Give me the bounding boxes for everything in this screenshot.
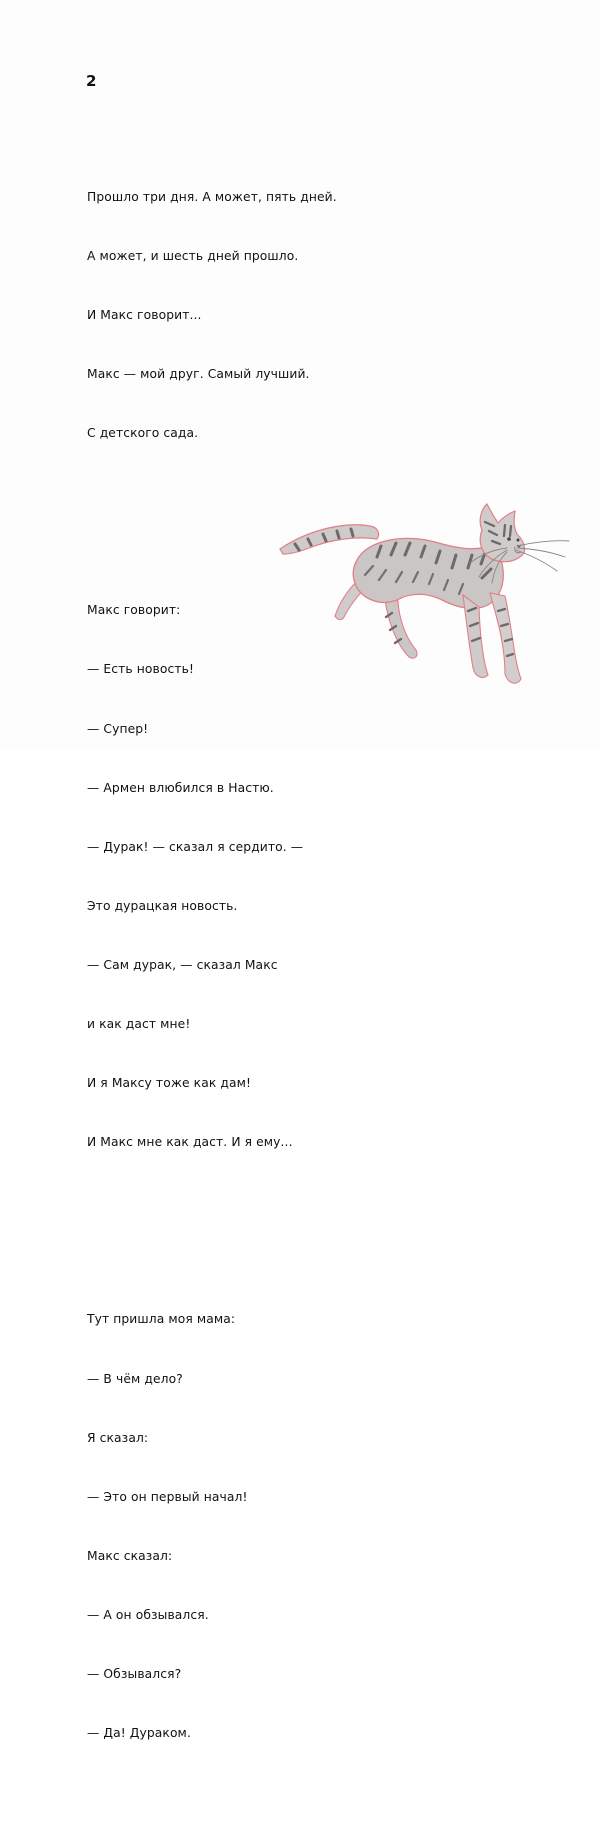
text-line: — Это он первый начал! [87,1489,248,1504]
text-line: — Да! Дураком. [87,1726,191,1741]
cat-back-right-leg [385,599,417,658]
text-line: И Макс мне как даст. И я ему... [87,1135,293,1150]
text-line: — Армен влюбился в Настю. [87,780,274,795]
story-text [87,109,417,1842]
text-line: А может, и шесть дней прошло. [87,248,299,263]
text-line: Макс — мой друг. Самый лучший. [87,367,310,382]
text-line: С детского сада. [87,426,199,441]
text-line: Макс сказал: [87,1548,173,1563]
text-line: Это дурацкая новость. [87,898,238,913]
text-line: Макс говорит: [87,603,181,618]
text-line: и как даст мне! [87,1017,191,1032]
stanza-3 [87,1271,417,1783]
text-line: Я сказал: [87,1430,149,1445]
page-number: 2 [86,72,97,90]
cat-tail [280,525,379,554]
text-line: — А он обзывался. [87,1607,209,1622]
text-line: — В чём дело? [87,1371,183,1386]
text-line: — Есть новость! [87,662,194,677]
text-line: И я Максу тоже как дам! [87,1076,252,1091]
stanza-1 [87,148,417,483]
text-line: — Сам дурак, — сказал Макс [87,957,278,972]
cat-illustration-icon [265,500,570,695]
text-line: — Супер! [87,721,149,736]
text-line: Тут пришла моя мама: [87,1312,236,1327]
cat-front-left-leg [490,593,521,683]
text-line: — Обзывался? [87,1667,182,1681]
text-line: Прошло три дня. А может, пять дней. [87,189,337,204]
text-line: И Макс говорит... [87,308,202,322]
text-line: — Дурак! — сказал я сердито. — [87,839,304,854]
